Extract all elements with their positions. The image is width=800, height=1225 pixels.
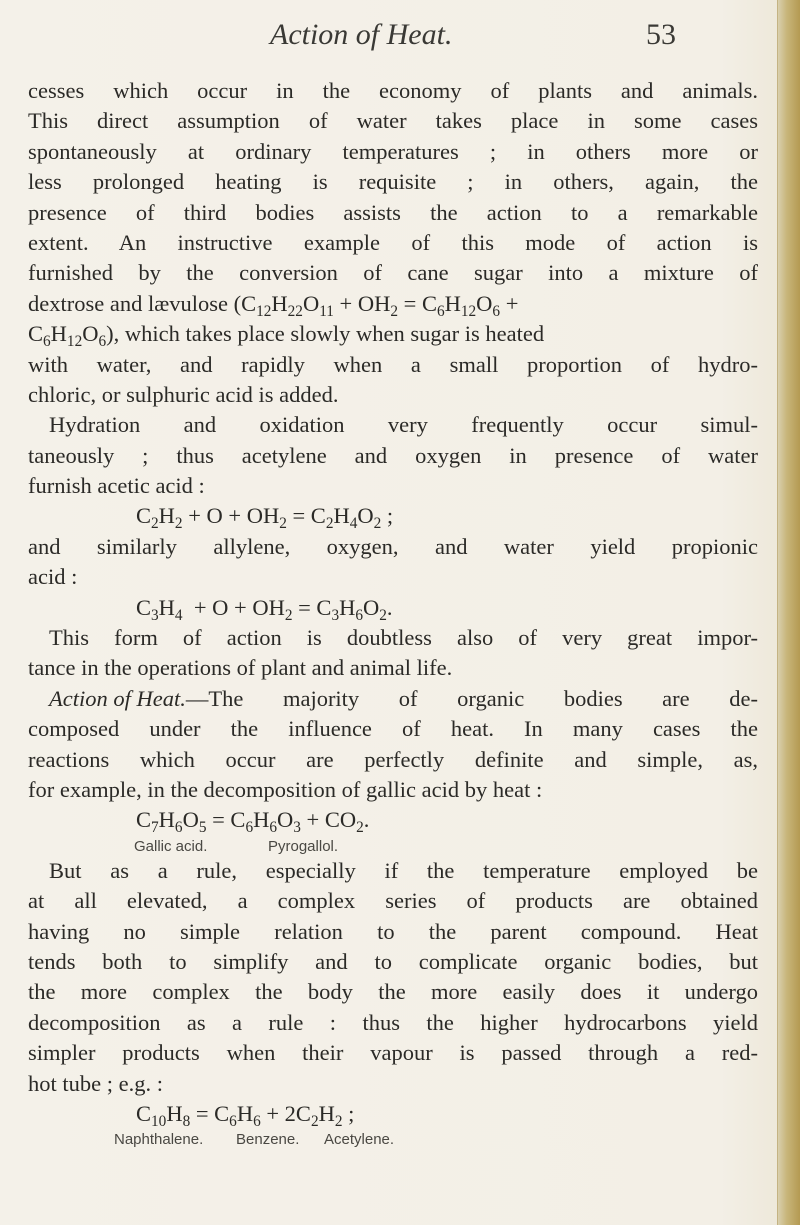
text-line: Hydration and oxidation very frequently occur simul- xyxy=(49,412,758,438)
formula-part: O xyxy=(302,290,320,316)
subscript: 2 xyxy=(373,515,382,533)
text-line: furnish acetic acid : xyxy=(28,473,205,499)
subscript: 6 xyxy=(355,606,363,624)
formula-part: = C xyxy=(206,807,246,833)
subscript: 6 xyxy=(492,302,501,320)
equation-captions xyxy=(28,836,758,856)
formula-part: H xyxy=(271,290,288,316)
subscript: 12 xyxy=(460,302,477,320)
formula-part: . xyxy=(363,807,370,833)
formula-part: H xyxy=(333,503,350,529)
formula-part: + OH xyxy=(333,290,391,316)
formula-part: C xyxy=(136,503,152,529)
formula-part: O xyxy=(363,594,380,620)
subscript: 10 xyxy=(151,1112,167,1130)
formula-part: + 2C xyxy=(260,1100,311,1126)
caption-naphthalene: Naphthalene. xyxy=(114,1131,204,1149)
text-line: acid : xyxy=(28,564,78,590)
subscript: 8 xyxy=(182,1112,191,1130)
subscript: 2 xyxy=(325,515,334,533)
formula-part: = C xyxy=(190,1100,230,1126)
formula-part: H xyxy=(158,503,175,529)
text-line: This form of action is doubtless also of very great impor- xyxy=(49,625,758,651)
formula-part: . xyxy=(386,594,393,620)
subscript: 4 xyxy=(174,606,183,624)
formula-part: O xyxy=(357,503,374,529)
text-line: and similarly allylene, oxygen, and water yield propionic xyxy=(28,533,758,559)
subscript: 5 xyxy=(198,819,207,837)
caption-acetylene: Acetylene. xyxy=(324,1131,395,1149)
running-head xyxy=(0,18,800,58)
text-line: spontaneously at ordinary temperatures ; in others more or xyxy=(28,138,758,164)
formula-part: dextrose and lævulose (C xyxy=(28,290,257,316)
formula-part: C xyxy=(136,1100,152,1126)
formula-part: H xyxy=(158,807,175,833)
text-line: taneously ; thus acetylene and oxygen in presence of water xyxy=(28,442,758,468)
section-heading: Action of Heat. xyxy=(49,685,186,711)
formula-part: = C xyxy=(286,503,326,529)
formula-part: C xyxy=(136,807,152,833)
formula-part: H xyxy=(166,1100,183,1126)
text-line: hot tube ; e.g. : xyxy=(28,1070,163,1096)
subscript: 3 xyxy=(293,819,301,837)
subscript: 2 xyxy=(334,1112,343,1130)
subscript: 6 xyxy=(436,302,445,320)
formula-part: H xyxy=(50,321,67,347)
subscript: 6 xyxy=(245,819,254,837)
formula-part: C xyxy=(136,594,152,620)
text-line: extent. An instructive example of this mode of action is xyxy=(28,229,758,255)
subscript: 4 xyxy=(349,515,358,533)
subscript: 6 xyxy=(253,1112,261,1130)
text-line: composed under the influence of heat. In many cases the xyxy=(28,716,758,742)
formula-part: O xyxy=(476,290,493,316)
subscript: 6 xyxy=(229,1112,237,1130)
subscript: 6 xyxy=(174,819,183,837)
subscript: 11 xyxy=(319,302,334,320)
equation-acetic-acid xyxy=(28,501,758,531)
subscript: 6 xyxy=(269,819,277,837)
subscript: 2 xyxy=(151,515,159,533)
subscript: 2 xyxy=(356,819,364,837)
formula-part: H xyxy=(339,594,356,620)
subscript: 6 xyxy=(98,333,107,351)
formula-part: = C xyxy=(398,290,437,316)
subscript: 2 xyxy=(284,606,293,624)
running-head-title: Action of Heat. xyxy=(270,18,453,51)
text-line: presence of third bodies assists the action to a remarkable xyxy=(28,199,758,225)
formula-part: C xyxy=(28,321,44,347)
text-line: with water, and rapidly when a small proportion of hydro- xyxy=(28,351,758,377)
subscript: 2 xyxy=(379,606,387,624)
book-spine-edge xyxy=(777,0,800,1225)
subscript: 7 xyxy=(151,819,159,837)
formula-part: H xyxy=(318,1100,335,1126)
caption-pyrogallol: Pyrogallol. xyxy=(268,837,339,855)
text-line-formula xyxy=(28,319,758,349)
text-line: having no simple relation to the parent compound. Heat xyxy=(28,918,758,944)
formula-part: ; xyxy=(342,1100,355,1126)
subscript: 2 xyxy=(390,302,399,320)
formula-part: + O + OH xyxy=(182,594,285,620)
formula-part: = C xyxy=(292,594,332,620)
text-line: chloric, or sulphuric acid is added. xyxy=(28,381,339,407)
formula-part: ), which takes place slowly when sugar is heated xyxy=(106,321,545,347)
text-line: for example, in the decomposition of gallic acid by heat : xyxy=(28,776,543,802)
formula-part: O xyxy=(182,807,199,833)
text-line: simpler products when their vapour is passed through a red- xyxy=(28,1040,758,1066)
formula-part: H xyxy=(444,290,461,316)
section-heading-rest: —The majority of organic bodies are de- xyxy=(185,685,758,711)
text-line: This direct assumption of water takes place in some cases xyxy=(28,108,758,134)
formula-part: H xyxy=(253,807,270,833)
formula-part: O xyxy=(82,321,99,347)
subscript: 3 xyxy=(151,606,159,624)
subscript: 2 xyxy=(174,515,183,533)
subscript: 12 xyxy=(66,333,83,351)
formula-part: H xyxy=(158,594,175,620)
text-line: tends both to simplify and to complicate organic bodies, but xyxy=(28,948,758,974)
text-line: the more complex the body the more easily does it undergo xyxy=(28,979,758,1005)
formula-part: H xyxy=(236,1100,254,1126)
caption-benzene: Benzene. xyxy=(236,1131,300,1149)
text-line: less prolonged heating is requisite ; in others, again, the xyxy=(28,169,758,195)
section-heading-line xyxy=(28,684,758,714)
text-line: But as a rule, especially if the temperature employed be xyxy=(49,857,758,883)
text-line-formula xyxy=(28,289,758,319)
formula-part: + O + OH xyxy=(182,503,280,529)
subscript: 12 xyxy=(256,302,272,320)
formula-part: O xyxy=(277,807,294,833)
text-line: at all elevated, a complex series of products are obtained xyxy=(28,888,758,914)
body-text xyxy=(28,76,758,1149)
subscript: 6 xyxy=(43,333,51,351)
page-number: 53 xyxy=(646,18,676,51)
equation-captions xyxy=(28,1129,758,1149)
formula-part: + CO xyxy=(300,807,357,833)
formula-part: ; xyxy=(381,503,394,529)
equation-propionic-acid xyxy=(28,593,758,623)
subscript: 2 xyxy=(310,1112,319,1130)
text-line: cesses which occur in the economy of plants and animals. xyxy=(28,78,758,103)
caption-gallic-acid: Gallic acid. xyxy=(134,837,208,855)
subscript: 22 xyxy=(287,302,303,320)
subscript: 2 xyxy=(279,515,287,533)
text-line: tance in the operations of plant and animal life. xyxy=(28,655,453,681)
text-line: reactions which occur are perfectly definite and simple, as, xyxy=(28,746,758,772)
subscript: 3 xyxy=(331,606,340,624)
text-line: furnished by the conversion of cane sugar into a mixture of xyxy=(28,260,758,286)
text-line: decomposition as a rule : thus the higher hydrocarbons yield xyxy=(28,1009,758,1035)
formula-part: + xyxy=(500,290,519,316)
